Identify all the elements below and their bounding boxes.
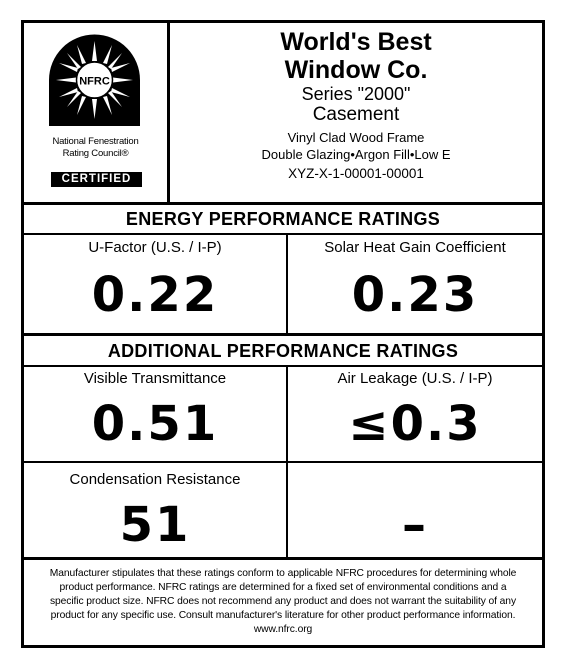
divider xyxy=(24,557,542,560)
additional-ratings-title: ADDITIONAL PERFORMANCE RATINGS xyxy=(107,341,459,361)
product-info xyxy=(170,23,542,202)
nfrc-logo xyxy=(24,23,167,202)
certifying-organization: National Fenestration Rating Council® xyxy=(52,136,139,159)
empty-rating-dash: – xyxy=(402,497,428,553)
product-code: XYZ-X-1-00001-00001 xyxy=(288,166,424,181)
product-series: Series "2000" xyxy=(301,84,411,104)
product-frame: Vinyl Clad Wood Frame xyxy=(287,130,425,145)
nfrc-seal-icon xyxy=(47,33,142,128)
air-leakage-label: Air Leakage (U.S. / I-P) xyxy=(337,370,493,387)
condensation-resistance-value: 51 xyxy=(119,497,191,553)
divider xyxy=(24,365,542,367)
disclaimer: Manufacturer stipulates that these ratings conform to applicable NFRC procedures for determining whole product performance. NFRC ratings are determined for a fixed set of environmental conditions and a specific product size. NFRC does not recommend any product and does not warrant the suitability of any product for any specific use. Consult manufacturer's literature for other product performance information. www.nfrc.org xyxy=(34,567,532,637)
divider xyxy=(24,202,542,205)
condensation-resistance-label: Condensation Resistance xyxy=(69,471,241,488)
shgc-value: 0.23 xyxy=(351,267,479,323)
shgc-label: Solar Heat Gain Coefficient xyxy=(324,239,506,256)
nfrc-website: www.nfrc.org xyxy=(253,624,313,635)
energy-ratings-title: ENERGY PERFORMANCE RATINGS xyxy=(125,209,441,229)
product-glazing: Double Glazing•Argon Fill•Low E xyxy=(261,147,451,162)
divider xyxy=(24,333,542,336)
visible-transmittance-value: 0.51 xyxy=(91,396,219,452)
divider xyxy=(24,233,542,235)
nfrc-label xyxy=(21,20,545,648)
air-leakage-value: ≤0.3 xyxy=(348,396,482,452)
u-factor-value: 0.22 xyxy=(91,267,219,323)
product-type: Casement xyxy=(312,104,400,125)
visible-transmittance-label: Visible Transmittance xyxy=(83,370,227,387)
manufacturer-name: World's Best Window Co. xyxy=(280,28,432,84)
svg-text:NFRC: NFRC xyxy=(79,75,110,88)
divider xyxy=(24,461,542,463)
u-factor-label: U-Factor (U.S. / I-P) xyxy=(88,239,222,256)
certified-badge: CERTIFIED xyxy=(51,172,142,187)
